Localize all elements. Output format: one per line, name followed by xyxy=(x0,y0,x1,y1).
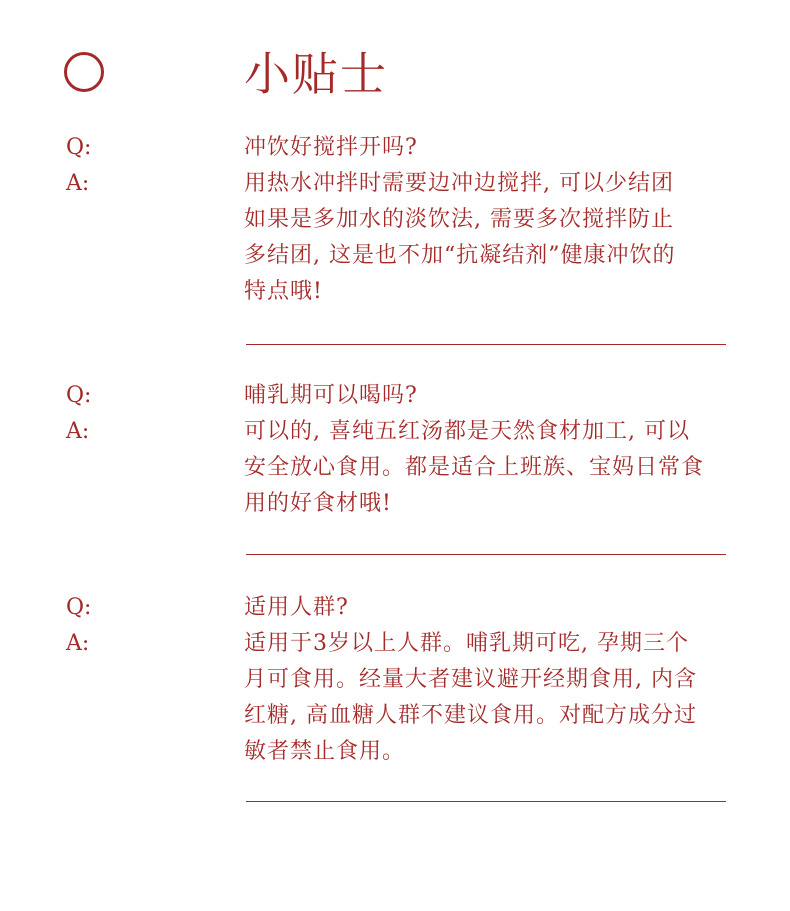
answer-line: 可以的, 喜纯五红汤都是天然食材加工, 可以 xyxy=(244,419,690,444)
answer-line: 用的好食材哦! xyxy=(244,491,392,516)
question-row xyxy=(0,590,790,626)
answer-label: A: xyxy=(66,631,90,656)
question-row xyxy=(0,130,790,166)
question-text: 哺乳期可以喝吗? xyxy=(244,383,418,408)
question-label: Q: xyxy=(66,383,92,408)
circle-icon xyxy=(64,52,104,92)
answer-line: 如果是多加水的淡饮法, 需要多次搅拌防止 xyxy=(244,207,674,232)
question-label: Q: xyxy=(66,595,92,620)
answer-line: 安全放心食用。都是适合上班族、宝妈日常食 xyxy=(244,455,705,480)
question-text: 适用人群? xyxy=(244,595,349,620)
answer-label: A: xyxy=(66,171,90,196)
answer-line: 适用于3岁以上人群。哺乳期可吃, 孕期三个 xyxy=(244,631,689,656)
qa-item-3 xyxy=(0,590,790,764)
divider xyxy=(246,554,726,555)
answer-row xyxy=(0,414,790,516)
answer-text xyxy=(244,626,734,770)
answer-line: 红糖, 高血糖人群不建议食用。对配方成分过 xyxy=(244,703,697,728)
answer-line: 特点哦! xyxy=(244,279,323,304)
divider xyxy=(246,801,726,802)
answer-line: 多结团, 这是也不加“抗凝结剂”健康冲饮的 xyxy=(244,243,676,268)
qa-item-2 xyxy=(0,378,790,516)
question-row xyxy=(0,378,790,414)
answer-line: 月可食用。经量大者建议避开经期食用, 内含 xyxy=(244,667,697,692)
answer-row xyxy=(0,626,790,764)
answer-text xyxy=(244,414,734,522)
divider xyxy=(246,344,726,345)
page-title: 小贴士 xyxy=(244,47,388,101)
answer-label: A: xyxy=(66,419,90,444)
qa-item-1 xyxy=(0,130,790,304)
question-label: Q: xyxy=(66,135,92,160)
answer-row xyxy=(0,166,790,304)
answer-line: 敏者禁止食用。 xyxy=(244,739,406,764)
question-text: 冲饮好搅拌开吗? xyxy=(244,135,418,160)
answer-line: 用热水冲拌时需要边冲边搅拌, 可以少结团 xyxy=(244,171,674,196)
answer-text xyxy=(244,166,734,310)
